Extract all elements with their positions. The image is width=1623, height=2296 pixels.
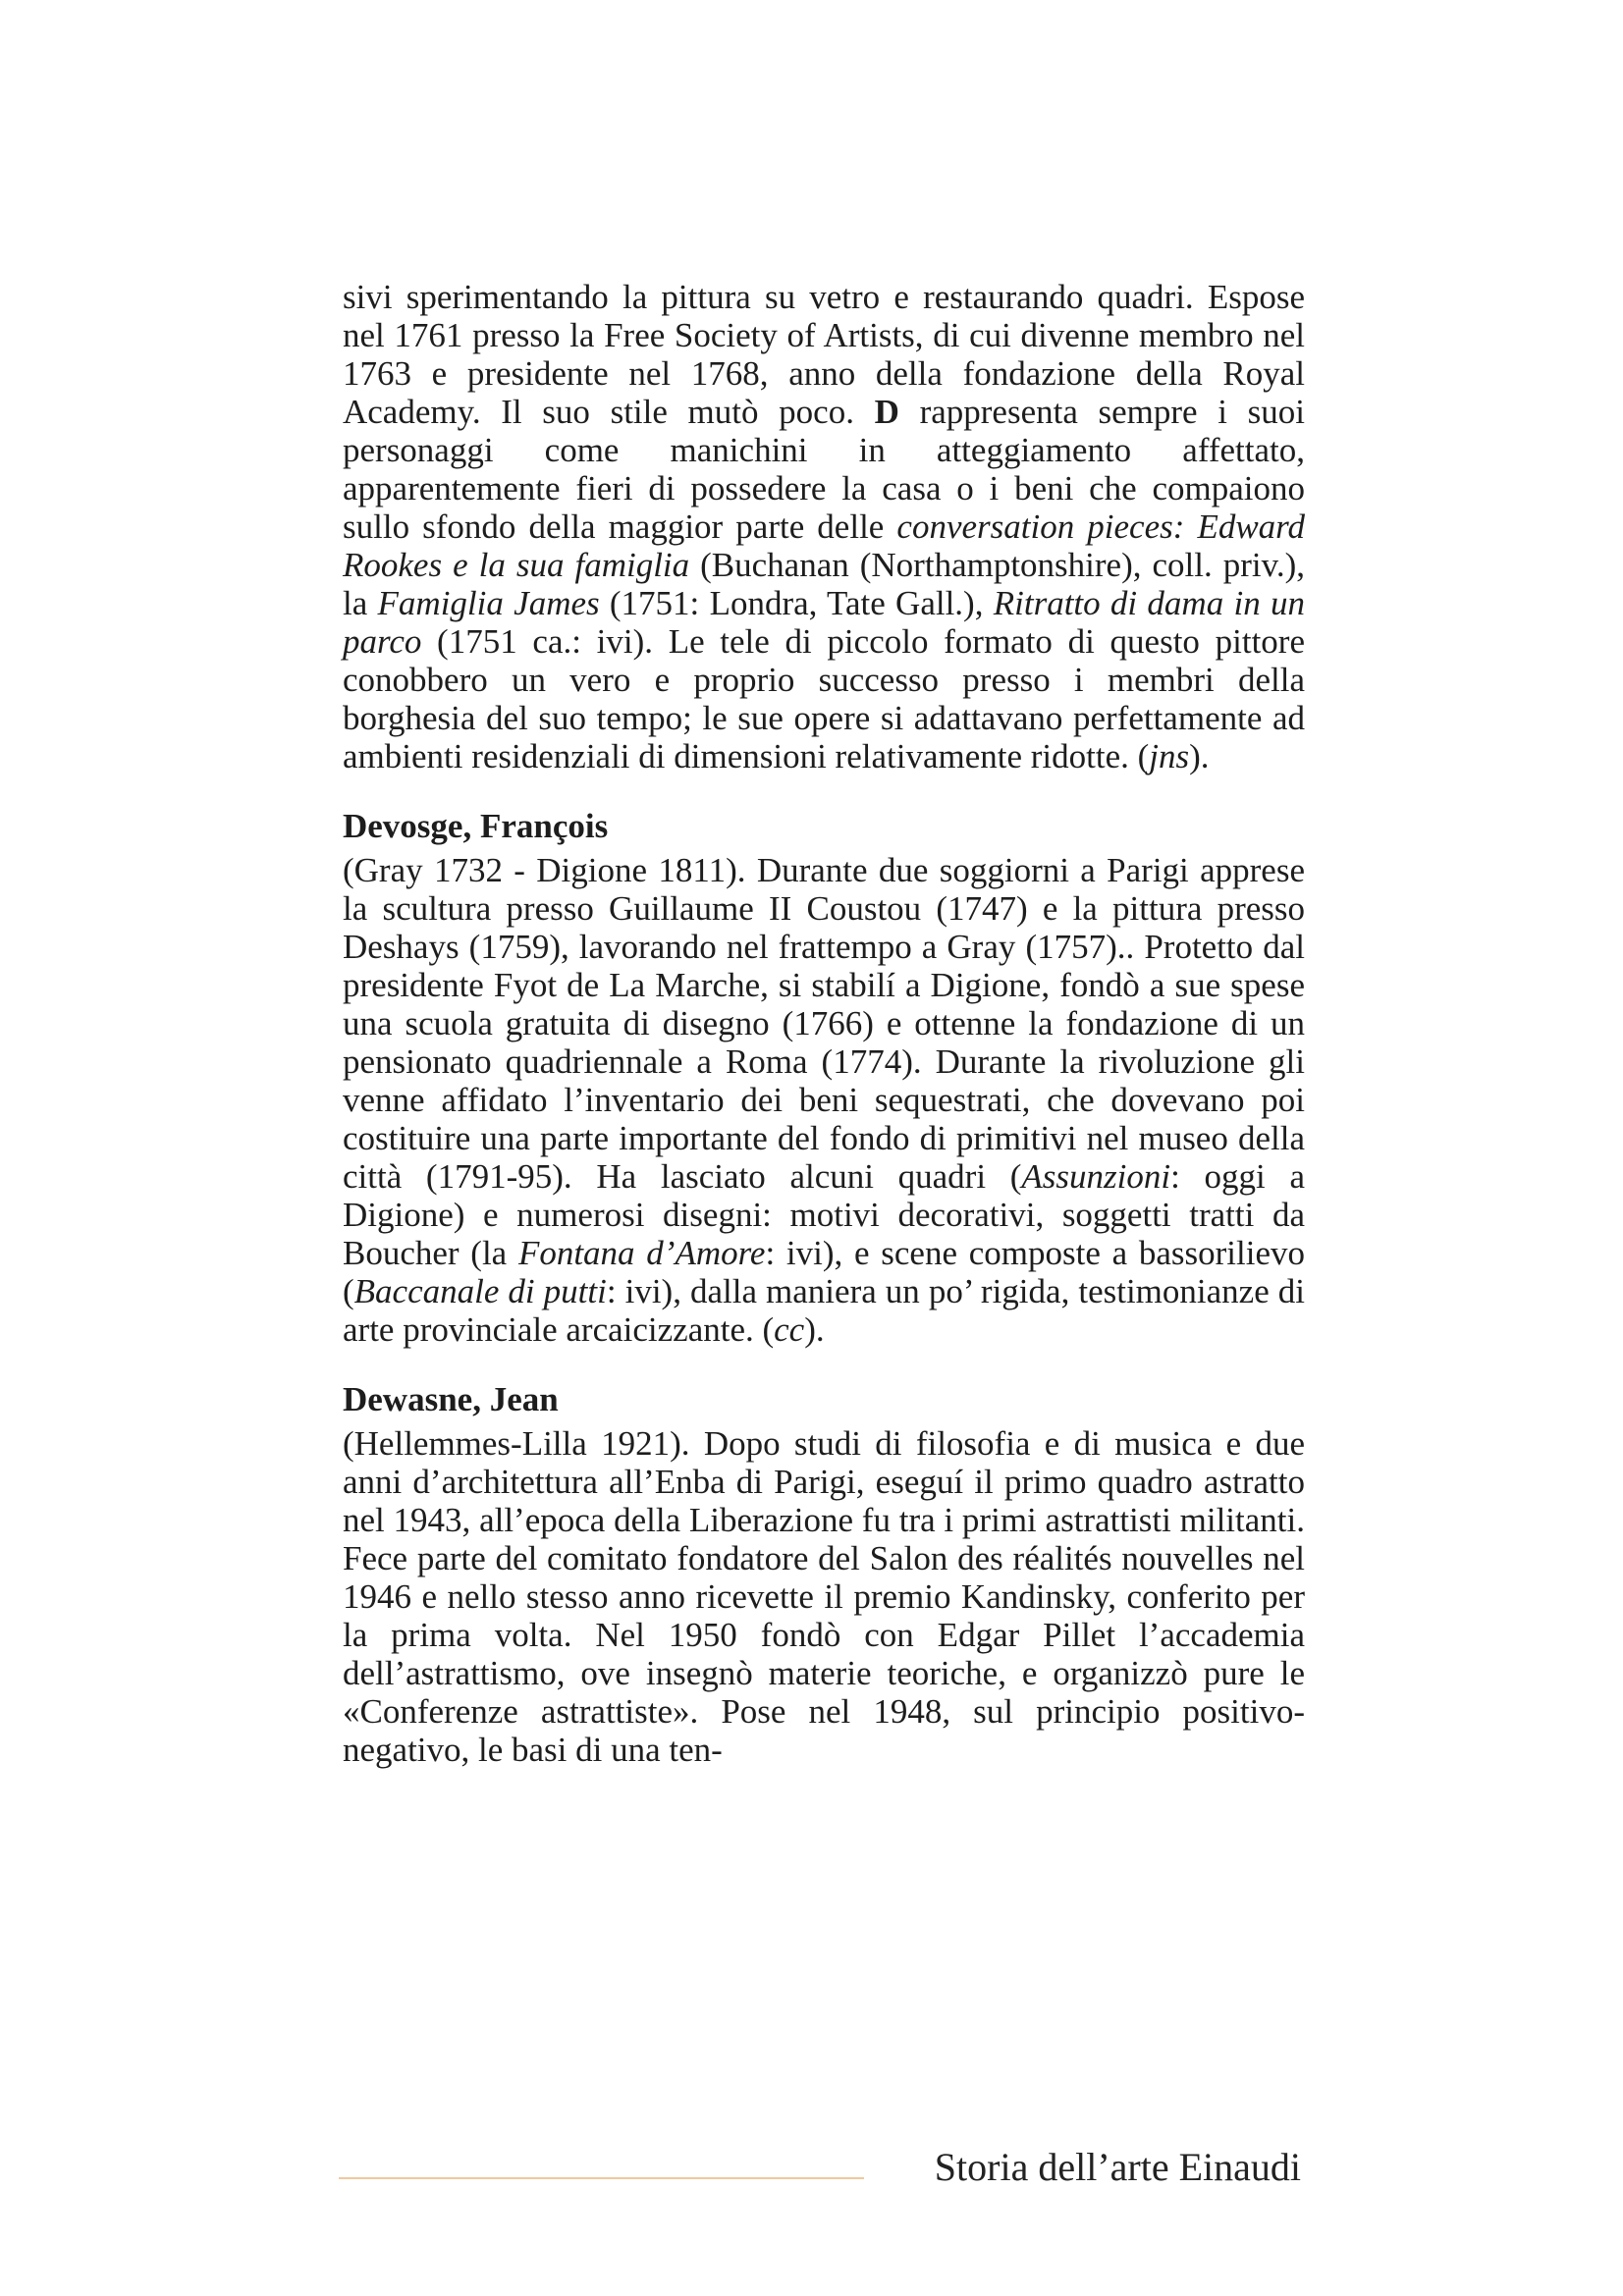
artist-initial: D [874,393,899,431]
entry-continuation-text: sivi sperimentando la pittura su vetro e restaurando quadri. Espose nel 1761 presso la Free Society of Artists, di cui divenne membro nel 1763 e presidente nel 1768, anno della fondazione della Royal Academy. Il suo stile mutò poco. D rappresenta sempre i suoi personaggi come manichini in atteggiamento affettato, apparentemente fieri di possedere la casa o i beni che compaiono sullo sfondo della maggior parte delle conversation pieces: Edward Rookes e la sua famiglia (Buchanan (Northamptonshire), coll. priv.), la Famiglia James (1751: Londra, Tate Gall.), Ritratto di dama in un parco (1751 ca.: ivi). Le tele di piccolo formato di questo pittore conobbero un vero e proprio successo presso i membri della borghesia del suo tempo; le sue opere si adattavano perfettamente ad ambienti residenziali di dimensioni relativamente ridotte. (jns). [343,278,1305,775]
entry-text: (Hellemmes-Lilla 1921). Dopo studi di filosofia e di musica e due anni d’architettura all’Enba di Parigi, eseguí il primo quadro astratto nel 1943, all’epoca della Liberazione fu tra i primi astrattisti militanti. Fece parte del comitato fondatore del Salon des réalités nouvelles nel 1946 e nello stesso anno ricevette il premio Kandinsky, conferito per la prima volta. Nel 1950 fondò con Edgar Pillet l’accademia dell’astrattismo, ove insegnò materie teoriche, e organizzò pure le «Conferenze astrattiste». Pose nel 1948, sul principio positivo-negativo, le basi di una ten- [343,1424,1305,1769]
entry-title: Devosge, François [343,807,609,845]
work-title: Assunzioni [1021,1157,1171,1196]
entry-title: Dewasne, Jean [343,1380,559,1418]
footer-divider [339,2177,864,2179]
author-initials: cc [774,1310,805,1349]
page-body [343,278,1305,1769]
footer-title: Storia dell’arte Einaudi [934,2145,1301,2189]
work-title: conversation pieces: Edward Rookes e la sua famiglia [343,507,1305,584]
work-title: Baccanale di putti [353,1272,607,1310]
entry-text: (Gray 1732 - Digione 1811). Durante due soggiorni a Parigi apprese la scultura presso Guillaume II Coustou (1747) e la pittura presso Deshays (1759), lavorando nel frattempo a Gray (1757).. Protetto dal presidente Fyot de La Marche, si stabilí a Digione, fondò a sue spese una scuola gratuita di disegno (1766) e ottenne la fondazione di un pensionato quadriennale a Roma (1774). Durante la rivoluzione gli venne affidato l’inventario dei beni sequestrati, che dovevano poi costituire una parte importante del fondo di primitivi nel museo della città (1791-95). Ha lasciato alcuni quadri (Assunzioni: oggi a Digione) e numerosi disegni: motivi decorativi, soggetti tratti da Boucher (la Fontana d’Amore: ivi), e scene composte a bassorilievo (Baccanale di putti: ivi), dalla maniera un po’ rigida, testimonianze di arte provinciale arcaicizzante. (cc). [343,851,1306,1349]
author-initials: jns [1149,737,1190,775]
entry-devosge [343,807,1305,1349]
work-title: Fontana d’Amore [517,1234,766,1272]
work-title: Famiglia James [377,584,600,622]
entry-dewasne [343,1380,1305,1769]
work-title: Ritratto di dama in un parco [343,584,1305,661]
